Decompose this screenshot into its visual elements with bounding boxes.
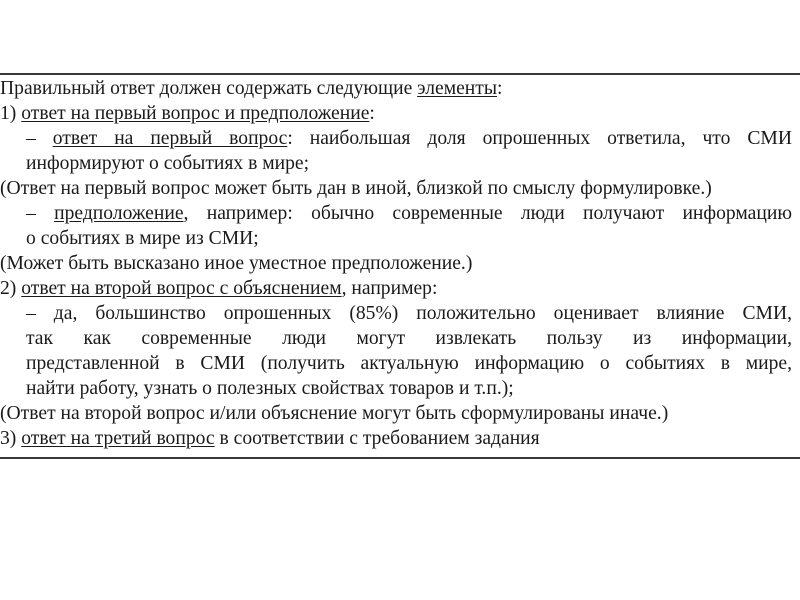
- item-3-heading: 3) ответ на третий вопрос в соответствии с требованием задания: [0, 428, 540, 449]
- item-1-answer-line-1: – ответ на первый вопрос: наибольшая доля опрошенных ответила, что СМИ: [26, 128, 792, 149]
- item-1-heading: 1) ответ на первый вопрос и предположение:: [0, 103, 375, 124]
- item-1-answer-note: (Ответ на первый вопрос может быть дан в иной, близкой по смыслу формулировке.): [0, 178, 712, 199]
- item-2-answer-line-4: найти работу, узнать о полезных свойствах товаров и т.п.);: [26, 378, 514, 399]
- item-1-answer-line-2: информируют о событиях в мире;: [26, 153, 310, 174]
- item-1-assumption-note: (Может быть высказано иное уместное предположение.): [0, 253, 473, 274]
- item-2-answer-line-3: представленной в СМИ (получить актуальную информацию о событиях в мире,: [26, 353, 792, 374]
- item-2-answer-line-2: так как современные люди могут извлекать пользу из информации,: [26, 328, 792, 349]
- answer-criteria-document: [0, 76, 796, 451]
- top-rule: [0, 73, 800, 75]
- item-2-answer-line-1: – да, большинство опрошенных (85%) положительно оценивает влияние СМИ,: [26, 303, 792, 324]
- item-1-assumption-line-2: о событиях в мире из СМИ;: [26, 228, 259, 249]
- item-2-note: (Ответ на второй вопрос и/или объяснение могут быть сформулированы иначе.): [0, 403, 669, 424]
- intro-line: Правильный ответ должен содержать следующие элементы:: [0, 78, 503, 99]
- item-2-heading: 2) ответ на второй вопрос с объяснением, например:: [0, 278, 438, 299]
- bottom-rule: [0, 457, 800, 459]
- item-1-assumption-line-1: – предположение, например: обычно современные люди получают информацию: [26, 203, 792, 224]
